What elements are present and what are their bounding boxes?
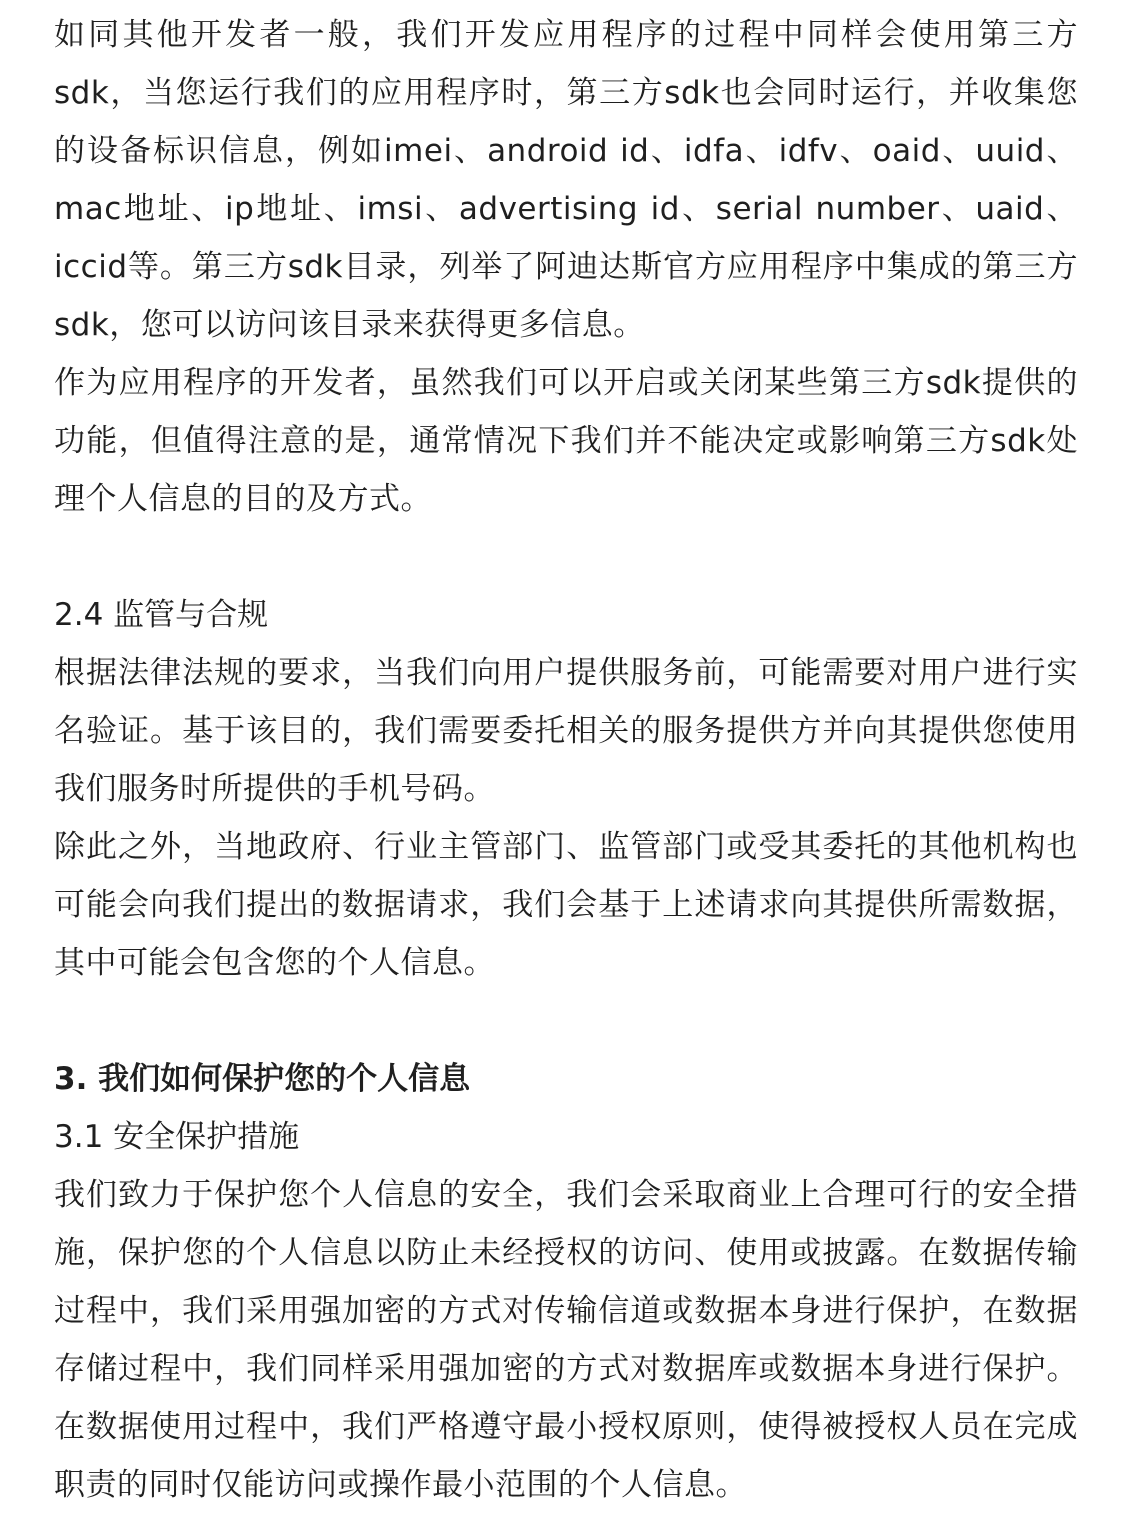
paragraph-developer-control: 作为应用程序的开发者，虽然我们可以开启或关闭某些第三方sdk提供的功能，但值得注意的是，通常情况下我们并不能决定或影响第三方sdk处理个人信息的目的及方式。 (54, 365, 1078, 517)
paragraph-government-requests: 除此之外，当地政府、行业主管部门、监管部门或受其委托的其他机构也可能会向我们提出的数据请求，我们会基于上述请求向其提供所需数据，其中可能会包含您的个人信息。 (54, 829, 1078, 981)
paragraph-security-measures: 我们致力于保护您个人信息的安全，我们会采取商业上合理可行的安全措施，保护您的个人信息以防止未经授权的访问、使用或披露。在数据传输过程中，我们采用强加密的方式对传输信道或数据本身进行保护，在数据存储过程中，我们同样采用强加密的方式对数据库或数据本身进行保护。在数据使用过程中，我们严格遵守最小授权原则，使得被授权人员在完成职责的同时仅能访问或操作最小范围的个人信息。 (54, 1177, 1078, 1503)
paragraph-real-name-verification: 根据法律法规的要求，当我们向用户提供服务前，可能需要对用户进行实名验证。基于该目的，我们需要委托相关的服务提供方并向其提供您使用我们服务时所提供的手机号码。 (54, 655, 1078, 807)
heading-3-1-security: 3.1 安全保护措施 (54, 1119, 300, 1155)
heading-3-protect-info: 3. 我们如何保护您的个人信息 (54, 1061, 471, 1097)
heading-2-4-regulation: 2.4 监管与合规 (54, 597, 269, 633)
paragraph-third-party-sdk: 如同其他开发者一般，我们开发应用程序的过程中同样会使用第三方sdk，当您运行我们的应用程序时，第三方sdk也会同时运行，并收集您的设备标识信息，例如imei、android id、idfa、idfv、oaid、uuid、mac地址、ip地址、imsi、advertising id、serial number、uaid、iccid等。第三方sdk目录，列举了阿迪达斯官方应用程序中集成的第三方sdk，您可以访问该目录来获得更多信息。 (54, 17, 1078, 343)
